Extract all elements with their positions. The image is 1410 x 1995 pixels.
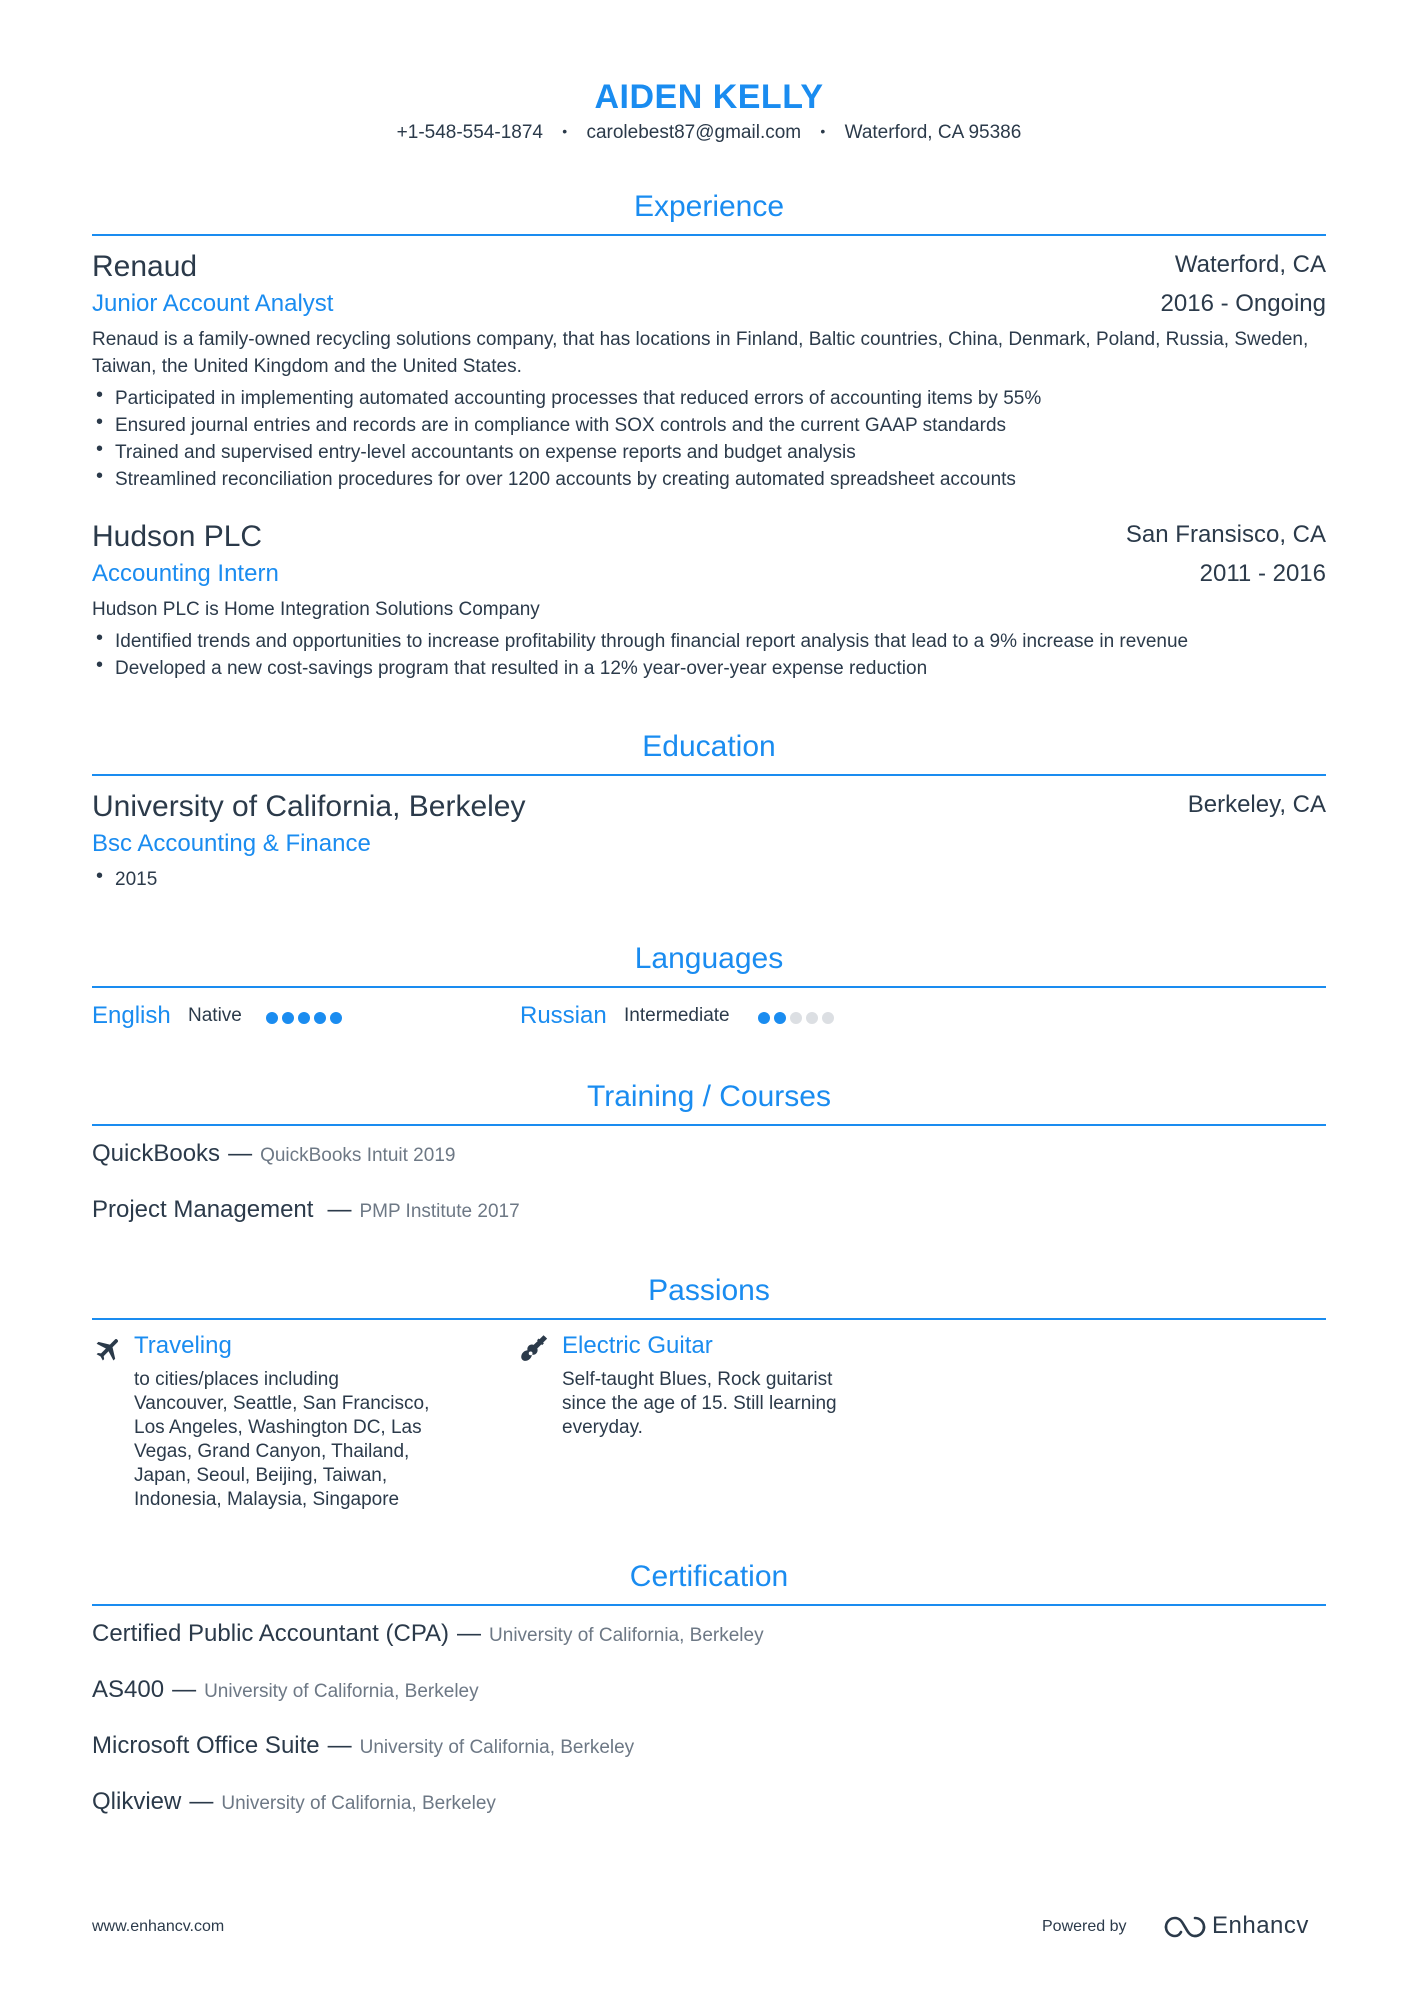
dash: — [327, 1196, 352, 1223]
enhancv-logo-icon [1162, 1914, 1208, 1940]
text-line: Self-taught Blues, Rock guitarist [562, 1369, 833, 1390]
job-location: San Fransisco, CA [1125, 521, 1326, 548]
section-divider [92, 1604, 1326, 1606]
section-title-certification: Certification [629, 1560, 789, 1593]
company-description: Renaud is a family-owned recycling solutions company, that has locations in Finland, Baltic countries, China, Denmark, Poland, Russia, Sweden, Taiwan, the United Kingdom and the United States. [92, 329, 1309, 377]
dash: — [228, 1140, 253, 1167]
school-name: University of California, Berkeley [92, 790, 526, 823]
section-divider [92, 234, 1326, 236]
language-rating [266, 1011, 346, 1029]
certification-org: University of California, Berkeley [489, 1625, 764, 1646]
language-level: Native [188, 1005, 242, 1026]
dash: — [172, 1676, 197, 1703]
rating-dot-empty [806, 1012, 818, 1024]
certification-item [92, 1788, 496, 1816]
location: Waterford, CA 95386 [844, 122, 1022, 143]
list-item: • Streamlined reconciliation procedures for over 1200 accounts by creating automated spreadsheet accounts [92, 466, 1326, 493]
certification-item [92, 1676, 479, 1704]
candidate-name: AIDEN KELLY [594, 78, 824, 116]
text-line: Indonesia, Malaysia, Singapore [134, 1489, 400, 1510]
certification-org: University of California, Berkeley [204, 1681, 479, 1702]
certification-org: University of California, Berkeley [359, 1737, 635, 1758]
company-name: Renaud [92, 250, 198, 283]
passion-title: Electric Guitar [562, 1332, 713, 1359]
list-item: • Trained and supervised entry-level accountants on expense reports and budget analysis [92, 439, 1326, 466]
language-name: Russian [520, 1002, 607, 1029]
job-dates: 2016 - Ongoing [1160, 290, 1326, 317]
course-org: QuickBooks Intuit 2019 [260, 1145, 456, 1166]
passion-description [134, 1368, 474, 1512]
section-title-passions: Passions [648, 1274, 770, 1307]
job-location: Waterford, CA [1174, 251, 1326, 278]
rating-dot-filled [266, 1012, 278, 1024]
text-line: Vancouver, Seattle, San Francisco, [134, 1393, 430, 1414]
company-description: Hudson PLC is Home Integration Solutions Company [92, 599, 540, 620]
text-line: to cities/places including [134, 1369, 339, 1390]
job-bullets [92, 385, 1326, 493]
course-item [92, 1140, 455, 1168]
certification-title: Microsoft Office Suite [92, 1732, 320, 1759]
dash: — [189, 1788, 214, 1815]
dash: — [327, 1732, 352, 1759]
rating-dot-filled [282, 1012, 294, 1024]
text-line: since the age of 15. Still learning [562, 1393, 837, 1414]
course-item [92, 1196, 520, 1224]
text-line: Japan, Seoul, Beijing, Taiwan, [134, 1465, 388, 1486]
section-title-training: Training / Courses [587, 1080, 831, 1113]
language-name: English [92, 1002, 171, 1029]
section-divider [92, 986, 1326, 988]
rating-dot-filled [758, 1012, 770, 1024]
section-divider [92, 774, 1326, 776]
rating-dot-filled [314, 1012, 326, 1024]
footer-website[interactable]: www.enhancv.com [92, 1918, 225, 1935]
job-bullets [92, 628, 1326, 682]
list-item: • Ensured journal entries and records are in compliance with SOX controls and the current GAAP standards [92, 412, 1326, 439]
certification-title: AS400 [92, 1676, 165, 1703]
footer-powered-by: Powered by [1042, 1918, 1127, 1935]
rating-dot-filled [298, 1012, 310, 1024]
degree: Bsc Accounting & Finance [92, 830, 371, 857]
list-item: • Participated in implementing automated accounting processes that reduced errors of accounting items by 55% [92, 385, 1326, 412]
section-title-experience: Experience [633, 190, 785, 223]
course-title: QuickBooks [92, 1140, 221, 1167]
company-name: Hudson PLC [92, 520, 263, 553]
section-title-education: Education [642, 730, 776, 763]
certification-title: Certified Public Accountant (CPA) [92, 1620, 450, 1647]
passion-title: Traveling [134, 1332, 232, 1359]
certification-item [92, 1732, 634, 1760]
phone: +1-548-554-1874 [396, 122, 543, 143]
text-line: Vegas, Grand Canyon, Thailand, [134, 1441, 410, 1462]
dash: — [457, 1620, 482, 1647]
school-location: Berkeley, CA [1187, 791, 1326, 818]
separator: • [562, 123, 568, 139]
section-divider [92, 1124, 1326, 1126]
airplane-icon [94, 1334, 124, 1364]
graduation-year: • 2015 [92, 866, 492, 893]
rating-dot-empty [790, 1012, 802, 1024]
certification-title: Qlikview [92, 1788, 182, 1815]
language-rating [758, 1011, 838, 1029]
section-title-languages: Languages [634, 942, 784, 975]
education-bullets [92, 866, 492, 893]
job-dates: 2011 - 2016 [1199, 560, 1326, 587]
rating-dot-filled [774, 1012, 786, 1024]
contact-line [92, 122, 1326, 144]
rating-dot-filled [330, 1012, 342, 1024]
job-role: Accounting Intern [92, 560, 279, 587]
section-divider [92, 1318, 1326, 1320]
footer-brand: Enhancv [1212, 1912, 1309, 1939]
guitar-icon [520, 1334, 550, 1364]
language-level: Intermediate [624, 1005, 730, 1026]
certification-item [92, 1620, 764, 1648]
list-item: • Identified trends and opportunities to increase profitability through financial report analysis that lead to a 9% increase in revenue [92, 628, 1326, 655]
text-line: Los Angeles, Washington DC, Las [134, 1417, 422, 1438]
rating-dot-empty [822, 1012, 834, 1024]
passion-description [562, 1368, 902, 1440]
separator: • [820, 123, 826, 139]
list-item: • Developed a new cost-savings program that resulted in a 12% year-over-year expense reduction [92, 655, 1326, 682]
certification-org: University of California, Berkeley [221, 1793, 496, 1814]
job-role: Junior Account Analyst [92, 290, 334, 317]
email: carolebest87@gmail.com [586, 122, 802, 143]
course-org: PMP Institute 2017 [359, 1201, 520, 1222]
course-title: Project Management [92, 1196, 314, 1223]
text-line: everyday. [562, 1417, 643, 1438]
